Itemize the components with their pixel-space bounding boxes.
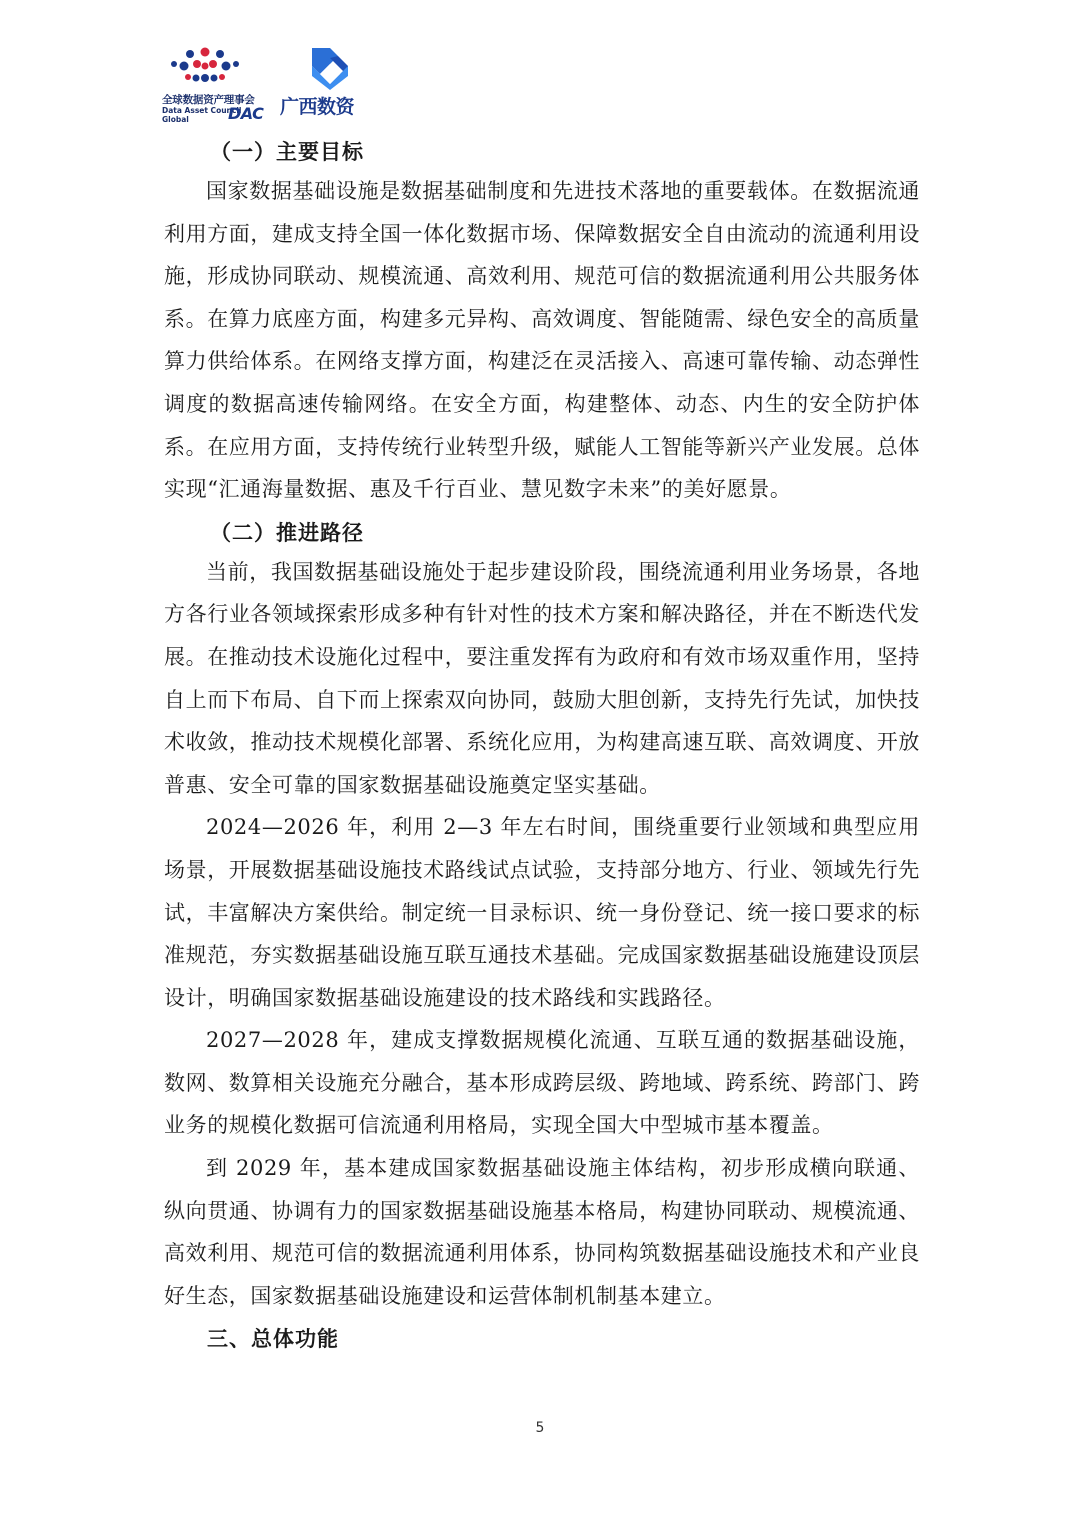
dac-name-en: Data Asset Council <box>162 106 242 115</box>
path-paragraph-4: 到 2029 年，基本建成国家数据基础设施主体结构，初步形成横向联通、纵向贯通、协调有力的国家数据基础设施基本格局，构建协同联动、规模流通、高效利用、规范可信的数据流通利用体系，协同构筑数据基础设施技术和产业良好生态，国家数据基础设施建设和运营体制机制基本建立。 <box>164 1156 920 1308</box>
page-number: 5 <box>535 1420 545 1436</box>
document-body <box>164 134 920 1357</box>
path-paragraph-2: 2024—2026 年，利用 2—3 年左右时间，围绕重要行业领域和典型应用场景，开展数据基础设施技术路线试点试验，支持部分地方、行业、领域先行先试，丰富解决方案供给。制定统一目录标识、统一身份登记、统一接口要求的标准规范，夯实数据基础设施互联互通技术基础。完成国家数据基础设施建设顶层设计，明确国家数据基础设施建设的技术路线和实践路径。 <box>164 815 920 1010</box>
page-header <box>160 42 380 127</box>
dac-name-en-line2: Global <box>162 115 189 124</box>
dac-abbr: DAC <box>228 104 264 123</box>
path-heading: （二）推进路径 <box>210 519 364 545</box>
functions-heading: 三、总体功能 <box>207 1326 339 1352</box>
guangxi-data-name: 广西数资 <box>280 96 355 118</box>
dac-name-cn: 全球数据资产理事会 <box>162 94 255 106</box>
goals-paragraph: 国家数据基础设施是数据基础制度和先进技术落地的重要载体。在数据流通利用方面，建成支持全国一体化数据市场、保障数据安全自由流动的流通利用设施，形成协同联动、规模流通、高效利用、规范可信的数据流通利用公共服务体系。在算力底座方面，构建多元异构、高效调度、智能随需、绿色安全的高质量算力供给体系。在网络支撑方面，构建泛在灵活接入、高速可靠传输、动态弹性调度的数据高速传输网络。在安全方面，构建整体、动态、内生的安全防护体系。在应用方面，支持传统行业转型升级，赋能人工智能等新兴产业发展。总体实现“汇通海量数据、惠及千行百业、慧见数字未来”的美好愿景。 <box>164 179 920 502</box>
path-paragraph-3: 2027—2028 年，建成支撑数据规模化流通、互联互通的数据基础设施，数网、数算相关设施充分融合，基本形成跨层级、跨地域、跨系统、跨部门、跨业务的规模化数据可信流通利用格局，实现全国大中型城市基本覆盖。 <box>164 1028 920 1138</box>
path-paragraph-1: 当前，我国数据基础设施处于起步建设阶段，围绕流通利用业务场景，各地方各行业各领域探索形成多种有针对性的技术方案和解决路径，并在不断迭代发展。在推动技术设施化过程中，要注重发挥有为政府和有效市场双重作用，坚持自上而下布局、自下而上探索双向协同，鼓励大胆创新，支持先行先试，加快技术收敛，推动技术规模化部署、系统化应用，为构建高速互联、高效调度、开放普惠、安全可靠的国家数据基础设施奠定坚实基础。 <box>164 559 920 797</box>
goals-heading: （一）主要目标 <box>210 139 364 164</box>
